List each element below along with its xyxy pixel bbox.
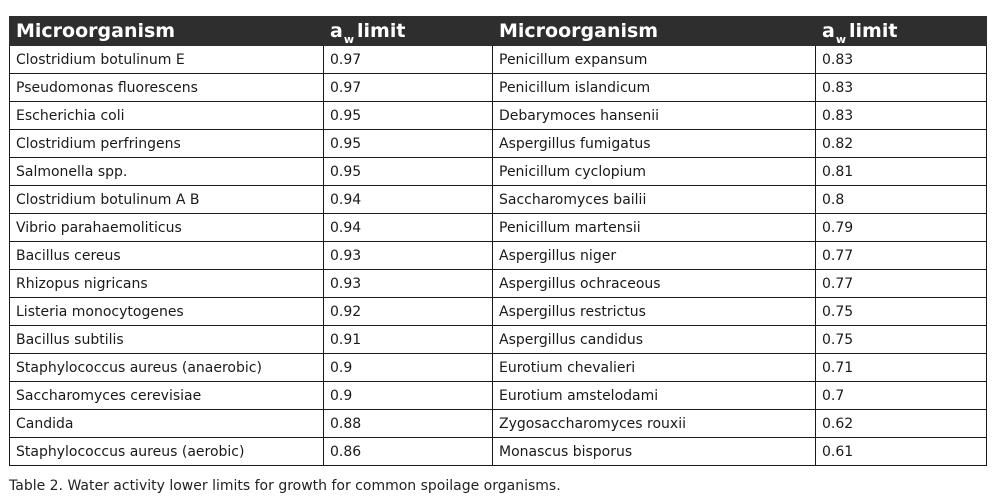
- microorganism-cell: Vibrio parahaemoliticus: [10, 214, 324, 242]
- microorganism-cell: Aspergillus niger: [493, 242, 816, 270]
- table-header-row: [10, 17, 987, 46]
- aw-limit-cell: 0.95: [324, 102, 493, 130]
- aw-limit-cell: 0.7: [816, 382, 987, 410]
- aw-limit-cell: 0.8: [816, 186, 987, 214]
- microorganism-cell: Pseudomonas fluorescens: [10, 74, 324, 102]
- microorganism-cell: Staphylococcus aureus (aerobic): [10, 438, 324, 466]
- table-row: [10, 158, 987, 186]
- microorganism-cell: Escherichia coli: [10, 102, 324, 130]
- aw-limit-cell: 0.79: [816, 214, 987, 242]
- header-microorganism-left: Microorganism: [10, 17, 324, 46]
- microorganism-cell: Eurotium amstelodami: [493, 382, 816, 410]
- aw-limit-cell: 0.83: [816, 102, 987, 130]
- table-row: [10, 214, 987, 242]
- aw-limit-cell: 0.97: [324, 46, 493, 74]
- table-row: [10, 438, 987, 466]
- aw-limit-cell: 0.75: [816, 298, 987, 326]
- microorganism-cell: Salmonella spp.: [10, 158, 324, 186]
- aw-limit-cell: 0.95: [324, 130, 493, 158]
- table-row: [10, 242, 987, 270]
- microorganism-cell: Debarymoces hansenii: [493, 102, 816, 130]
- microorganism-cell: Zygosaccharomyces rouxii: [493, 410, 816, 438]
- table-row: [10, 298, 987, 326]
- microorganism-cell: Penicillum martensii: [493, 214, 816, 242]
- table-row: [10, 46, 987, 74]
- aw-limit-cell: 0.75: [816, 326, 987, 354]
- table-row: [10, 270, 987, 298]
- aw-letter: a: [330, 20, 343, 42]
- aw-limit-cell: 0.77: [816, 242, 987, 270]
- aw-limit-cell: 0.83: [816, 74, 987, 102]
- aw-limit-cell: 0.71: [816, 354, 987, 382]
- aw-limit-cell: 0.9: [324, 382, 493, 410]
- aw-letter: a: [822, 20, 835, 42]
- microorganism-cell: Penicillum cyclopium: [493, 158, 816, 186]
- aw-limit-cell: 0.94: [324, 214, 493, 242]
- aw-limit-cell: 0.86: [324, 438, 493, 466]
- microorganism-cell: Listeria monocytogenes: [10, 298, 324, 326]
- microorganism-cell: Aspergillus fumigatus: [493, 130, 816, 158]
- aw-limit-cell: 0.93: [324, 242, 493, 270]
- aw-limit-cell: 0.82: [816, 130, 987, 158]
- microorganism-cell: Saccharomyces bailii: [493, 186, 816, 214]
- aw-subscript: w: [835, 33, 846, 46]
- table-row: [10, 130, 987, 158]
- microorganism-cell: Aspergillus candidus: [493, 326, 816, 354]
- aw-limit-cell: 0.92: [324, 298, 493, 326]
- header-microorganism-right: Microorganism: [493, 17, 816, 46]
- table-row: [10, 74, 987, 102]
- limit-word: limit: [849, 20, 898, 42]
- microorganism-cell: Clostridium botulinum A B: [10, 186, 324, 214]
- aw-limit-cell: 0.93: [324, 270, 493, 298]
- limit-word: limit: [357, 20, 406, 42]
- aw-limit-cell: 0.62: [816, 410, 987, 438]
- table-row: [10, 354, 987, 382]
- microorganism-cell: Saccharomyces cerevisiae: [10, 382, 324, 410]
- aw-limit-cell: 0.91: [324, 326, 493, 354]
- table-row: [10, 410, 987, 438]
- microorganism-cell: Aspergillus ochraceous: [493, 270, 816, 298]
- aw-limit-cell: 0.83: [816, 46, 987, 74]
- header-aw-limit-left: [324, 17, 493, 46]
- table-row: [10, 382, 987, 410]
- microorganism-cell: Bacillus subtilis: [10, 326, 324, 354]
- water-activity-table: [9, 16, 987, 466]
- microorganism-cell: Monascus bisporus: [493, 438, 816, 466]
- aw-limit-cell: 0.81: [816, 158, 987, 186]
- table-body: [10, 46, 987, 466]
- table-row: [10, 326, 987, 354]
- microorganism-cell: Staphylococcus aureus (anaerobic): [10, 354, 324, 382]
- microorganism-cell: Clostridium perfringens: [10, 130, 324, 158]
- microorganism-cell: Bacillus cereus: [10, 242, 324, 270]
- microorganism-cell: Rhizopus nigricans: [10, 270, 324, 298]
- table-row: [10, 102, 987, 130]
- aw-limit-cell: 0.61: [816, 438, 987, 466]
- aw-limit-cell: 0.95: [324, 158, 493, 186]
- microorganism-cell: Eurotium chevalieri: [493, 354, 816, 382]
- header-aw-limit-right: [816, 17, 987, 46]
- microorganism-cell: Penicillum islandicum: [493, 74, 816, 102]
- aw-limit-cell: 0.94: [324, 186, 493, 214]
- aw-limit-cell: 0.97: [324, 74, 493, 102]
- table-row: [10, 186, 987, 214]
- aw-limit-cell: 0.77: [816, 270, 987, 298]
- aw-limit-cell: 0.9: [324, 354, 493, 382]
- aw-limit-cell: 0.88: [324, 410, 493, 438]
- table-caption: Table 2. Water activity lower limits for growth for common spoilage organisms.: [9, 478, 561, 494]
- microorganism-cell: Penicillum expansum: [493, 46, 816, 74]
- microorganism-cell: Clostridium botulinum E: [10, 46, 324, 74]
- microorganism-cell: Candida: [10, 410, 324, 438]
- aw-subscript: w: [343, 33, 354, 46]
- microorganism-cell: Aspergillus restrictus: [493, 298, 816, 326]
